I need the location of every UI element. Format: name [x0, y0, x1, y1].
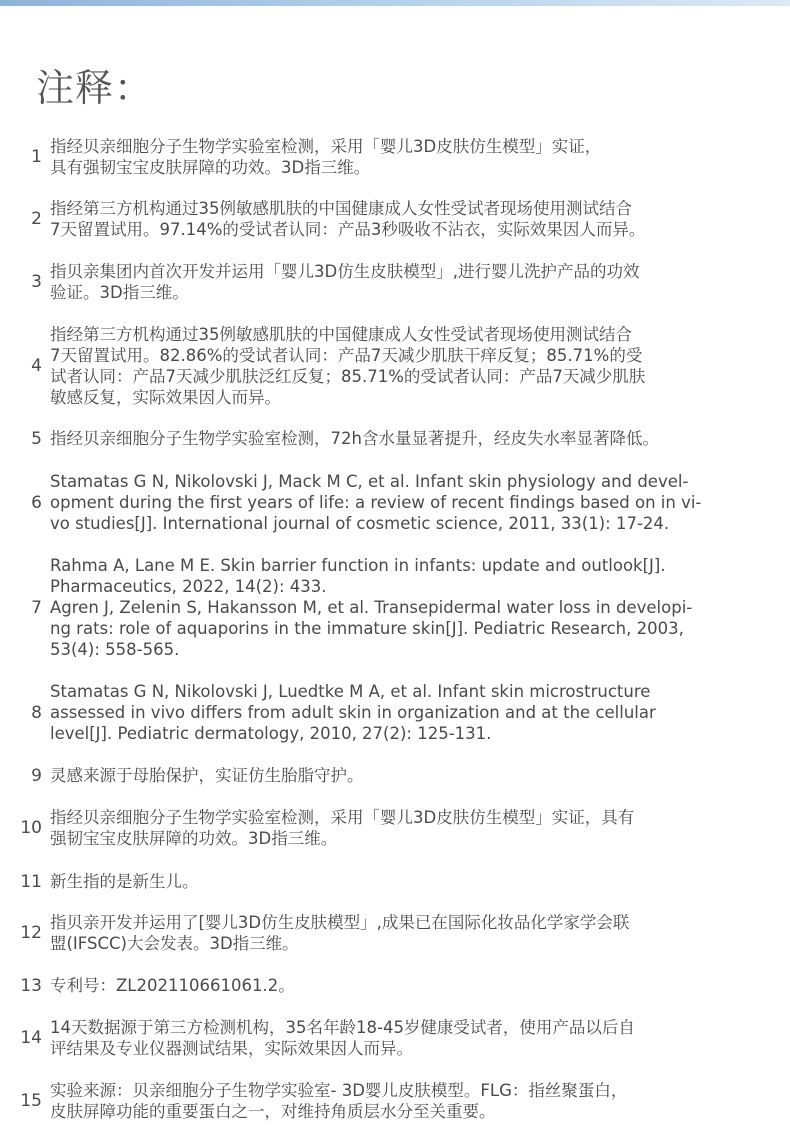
note-item-7	[0, 555, 790, 660]
note-line: Stamatas G N, Nikolovski J, Mack M C, et al. Infant skin physiology and devel-	[50, 472, 689, 491]
note-number: 7	[31, 597, 42, 618]
note-line: 专利号：ZL202110661061.2。	[50, 976, 295, 995]
note-line: 指经第三方机构通过35例敏感肌肤的中国健康成人女性受试者现场使用测试结合	[50, 199, 632, 218]
note-text	[50, 428, 785, 449]
note-line: 14天数据源于第三方检测机构，35名年龄18-45岁健康受试者，使用产品以后自	[50, 1018, 635, 1037]
note-number: 10	[20, 818, 42, 838]
note-item-5	[0, 428, 790, 449]
note-item-13	[0, 975, 790, 996]
note-line: Pharmaceutics, 2022, 14(2): 433.	[50, 577, 327, 596]
note-item-11	[0, 871, 790, 892]
note-line: 强韧宝宝皮肤屏障的功效。3D指三维。	[50, 829, 338, 848]
note-line: 指经第三方机构通过35例敏感肌肤的中国健康成人女性受试者现场使用测试结合	[50, 325, 632, 344]
note-item-4	[0, 324, 790, 408]
note-item-14	[0, 1017, 790, 1059]
note-line: 验证。3D指三维。	[50, 283, 189, 302]
note-text	[50, 807, 785, 849]
note-line: 指经贝亲细胞分子生物学实验室检测，采用「婴儿3D皮肤仿生模型」实证，	[50, 137, 602, 156]
note-line: 敏感反复，实际效果因人而异。	[50, 388, 281, 407]
note-item-8	[0, 681, 790, 744]
note-line: 皮肤屏障功能的重要蛋白之一，对维持角质层水分至关重要。	[50, 1102, 496, 1121]
note-number: 5	[31, 428, 42, 449]
note-line: vo studies[J]. International journal of cosmetic science, 2011, 33(1): 17-24.	[50, 514, 670, 533]
note-text	[50, 136, 785, 178]
note-number: 1	[31, 147, 42, 167]
note-line: opment during the first years of life: a review of recent findings based on in vi-	[50, 493, 702, 512]
note-text	[50, 1017, 785, 1059]
note-text	[50, 555, 785, 660]
note-text	[50, 1080, 785, 1122]
page-title: 注释：	[36, 66, 154, 110]
note-number: 3	[31, 272, 42, 292]
note-number: 9	[31, 765, 42, 786]
note-line: 指贝亲开发并运用了[婴儿3D仿生皮肤模型」,成果已在国际化妆品化学家学会联	[50, 913, 630, 932]
note-line: 7天留置试用。82.86%的受试者认同：产品7天减少肌肤干痒反复；85.71%的受	[50, 346, 643, 365]
note-line: 53(4): 558-565.	[50, 640, 180, 659]
note-number: 6	[31, 492, 42, 513]
note-number: 4	[31, 356, 42, 376]
note-line: 试者认同：产品7天减少肌肤泛红反复；85.71%的受试者认同：产品7天减少肌肤	[50, 367, 646, 386]
note-item-9	[0, 765, 790, 786]
note-item-3	[0, 261, 790, 303]
note-item-10	[0, 807, 790, 849]
note-line: assessed in vivo differs from adult skin in organization and at the cellular	[50, 703, 656, 722]
note-line: 指经贝亲细胞分子生物学实验室检测，72h含水量显著提升，经皮失水率显著降低。	[50, 429, 659, 448]
note-line: Rahma A, Lane M E. Skin barrier function in infants: update and outlook[J].	[50, 556, 666, 575]
note-line: level[J]. Pediatric dermatology, 2010, 27(2): 125-131.	[50, 724, 492, 743]
note-number: 13	[20, 975, 42, 996]
note-item-12	[0, 912, 790, 954]
note-line: Agren J, Zelenin S, Hakansson M, et al. Transepidermal water loss in developi-	[50, 598, 693, 617]
note-line: 灵感来源于母胎保护，实证仿生胎脂守护。	[50, 766, 364, 785]
note-line: 指经贝亲细胞分子生物学实验室检测，采用「婴儿3D皮肤仿生模型」实证，具有	[50, 808, 635, 827]
note-line: 评结果及专业仪器测试结果，实际效果因人而异。	[50, 1039, 413, 1058]
note-number: 15	[20, 1091, 42, 1111]
note-item-1	[0, 136, 790, 178]
note-line: 新生指的是新生儿。	[50, 872, 199, 891]
note-number: 12	[20, 923, 42, 943]
note-item-6	[0, 471, 790, 534]
top-accent-bar	[0, 0, 790, 6]
note-number: 8	[31, 702, 42, 723]
note-text	[50, 261, 785, 303]
note-text	[50, 324, 785, 408]
note-line: 盟(IFSCC)大会发表。3D指三维。	[50, 934, 299, 953]
note-line: 7天留置试用。97.14%的受试者认同：产品3秒吸收不沾衣，实际效果因人而异。	[50, 220, 646, 239]
note-number: 11	[20, 871, 42, 892]
note-number: 2	[31, 209, 42, 229]
note-text	[50, 471, 785, 534]
note-text	[50, 871, 785, 892]
note-line: Stamatas G N, Nikolovski J, Luedtke M A, et al. Infant skin microstructure	[50, 682, 651, 701]
note-text	[50, 198, 785, 240]
note-text	[50, 765, 785, 786]
note-text	[50, 912, 785, 954]
note-text	[50, 681, 785, 744]
note-item-15	[0, 1080, 790, 1122]
note-text	[50, 975, 785, 996]
note-line: 实验来源：贝亲细胞分子生物学实验室- 3D婴儿皮肤模型。FLG：指丝聚蛋白，	[50, 1081, 628, 1100]
note-item-2	[0, 198, 790, 240]
note-number: 14	[20, 1028, 42, 1048]
note-line: 具有强韧宝宝皮肤屏障的功效。3D指三维。	[50, 158, 371, 177]
note-line: ng rats: role of aquaporins in the immature skin[J]. Pediatric Research, 2003,	[50, 619, 684, 638]
note-line: 指贝亲集团内首次开发并运用「婴儿3D仿生皮肤模型」,进行婴儿洗护产品的功效	[50, 262, 640, 281]
